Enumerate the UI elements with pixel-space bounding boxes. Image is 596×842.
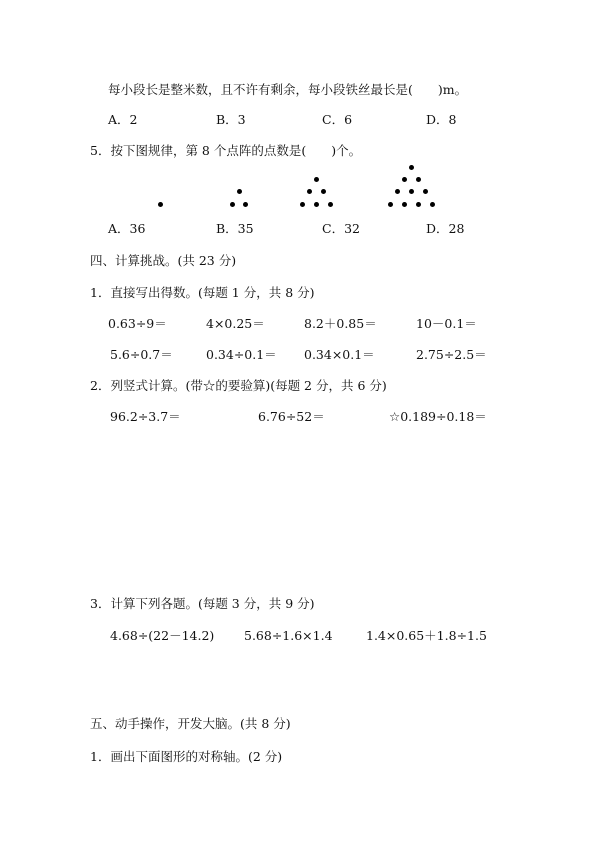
q5-option-d: D．28: [426, 221, 465, 236]
calc-item: 0.63÷9＝: [108, 316, 167, 331]
vertical-calc-item: 96.2÷3.7＝: [110, 409, 181, 424]
dot: [409, 165, 414, 170]
calc-item: 5.6÷0.7＝: [110, 347, 173, 362]
dot: [314, 202, 319, 207]
calc-item: 8.2＋0.85＝: [304, 316, 377, 331]
section4-q1-title: 1．直接写出得数。(每题 1 分，共 8 分): [90, 285, 315, 300]
dot: [416, 202, 421, 207]
dot: [395, 189, 400, 194]
q5-text: 5．按下图规律，第 8 个点阵的点数是( )个。: [90, 143, 362, 158]
dot: [328, 202, 333, 207]
section4-q2-title: 2．列竖式计算。(带☆的要验算)(每题 2 分，共 6 分): [90, 378, 387, 393]
q4-option-d: D．8: [426, 112, 457, 127]
dot: [430, 202, 435, 207]
q5-option-c: C．32: [322, 221, 360, 236]
compute-item: 5.68÷1.6×1.4: [244, 628, 333, 643]
compute-item: 1.4×0.65＋1.8÷1.5: [366, 628, 487, 643]
section4-title: 四、计算挑战。(共 23 分): [90, 253, 237, 268]
calc-item: 0.34÷0.1＝: [206, 347, 277, 362]
dot: [321, 189, 326, 194]
dot: [314, 177, 319, 182]
q5-option-a: A．36: [108, 221, 146, 236]
dot: [230, 202, 235, 207]
calc-item: 0.34×0.1＝: [304, 347, 375, 362]
calc-item: 10－0.1＝: [416, 316, 477, 331]
calc-item: 4×0.25＝: [206, 316, 265, 331]
dot: [388, 202, 393, 207]
q4-option-a: A．2: [108, 112, 138, 127]
dot: [307, 189, 312, 194]
q4-option-c: C．6: [322, 112, 353, 127]
section4-q3-title: 3．计算下列各题。(每题 3 分，共 9 分): [90, 596, 315, 611]
section5-q1-title: 1．画出下面图形的对称轴。(2 分): [90, 749, 283, 764]
dot: [416, 177, 421, 182]
dot: [402, 177, 407, 182]
dot: [158, 202, 163, 207]
compute-item: 4.68÷(22－14.2): [110, 628, 215, 643]
calc-item: 2.75÷2.5＝: [416, 347, 487, 362]
dot: [423, 189, 428, 194]
dot: [243, 202, 248, 207]
dot: [402, 202, 407, 207]
dot: [300, 202, 305, 207]
q4-option-b: B．3: [216, 112, 246, 127]
section5-title: 五、动手操作，开发大脑。(共 8 分): [90, 716, 291, 731]
q4-continuation: 每小段长是整米数，且不许有剩余，每小段铁丝最长是( )m。: [108, 82, 468, 97]
q5-option-b: B．35: [216, 221, 254, 236]
vertical-calc-item: ☆0.189÷0.18＝: [389, 409, 487, 424]
dot: [237, 189, 242, 194]
vertical-calc-item: 6.76÷52＝: [258, 409, 325, 424]
dot: [409, 189, 414, 194]
